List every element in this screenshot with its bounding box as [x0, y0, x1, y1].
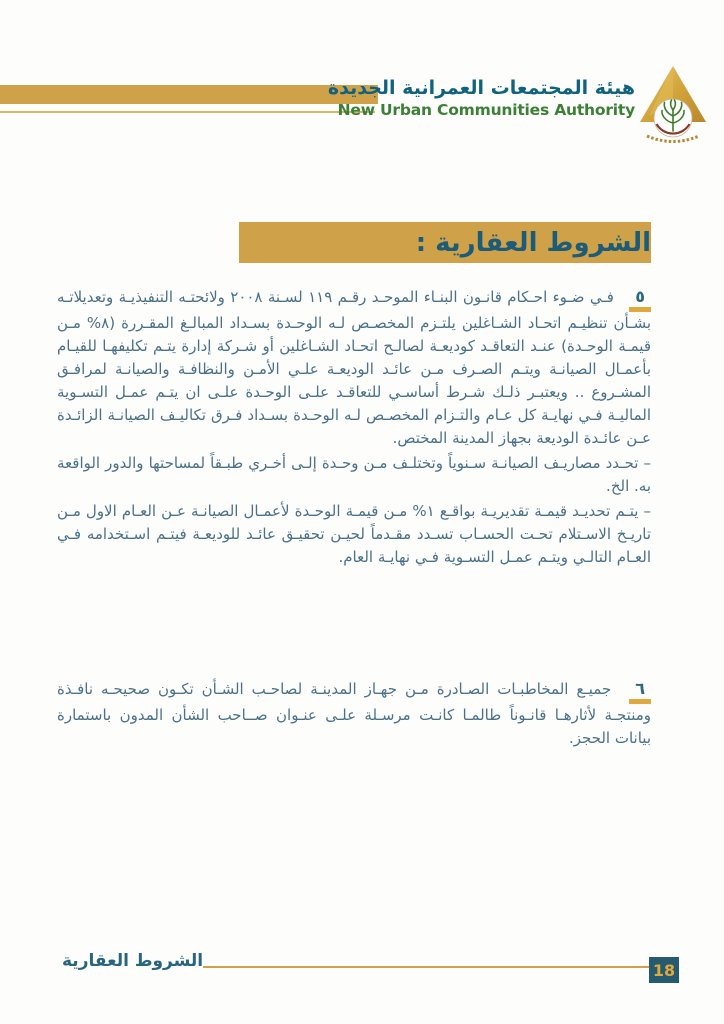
item-6-paragraph	[57, 678, 651, 750]
header-gold-line	[0, 111, 375, 113]
item-5-paragraph	[57, 286, 651, 450]
org-name-english: New Urban Communities Authority	[337, 100, 635, 119]
item-5-sub-bullet-1: – تحـدد مصاريـف الصيانـة سـنوياً وتختلـف مـن وحـدة إلـى أخـري طبـقاً لمساحتها والدور الواقعة به. الخ.	[57, 454, 651, 495]
list-item-6	[57, 678, 651, 752]
footer-gold-rule	[203, 966, 651, 968]
item-6-text: جميـع المخاطبـات الصـادرة مـن جهـاز المدينـة لصاحـب الشـأن تكـون صحيحـه نافـذة ومنتجـة لأثارهـا قانـوناً طالمـا كانـت مرسـلة علـى عنـوان صــاحب الشأن المدون باستمارة بيانات الحجز.	[57, 680, 651, 747]
header-gold-bar	[0, 85, 378, 104]
org-names	[328, 78, 635, 120]
item-5-text: فـي ضـوء احـكام قانـون البنـاء الموحـد رقـم ١١٩ لسـنة ٢٠٠٨ ولائحتـه التنفيذيـة وتعديلاتـه بشـأن تنظيـم اتحـاد الشـاغلين يلتـزم المخصـص لـه الوحـدة بسـداد المبالـغ المقـررة (٨% مـن قيمـة الوحـدة) عنـد التعاقـد كوديعـة لصالـح اتحـاد الشـاغلين أو شـركة إدارة يتـم تكليفهـا للقيـام بأعمـال الصيانـة ويتـم الصـرف مـن عائـد الوديعـة علـي الأمـن والنظافـة والصيانـة لمرافـق المشـروع .. ويعتبـر ذلـك شـرط أساسـي للتعاقـد علـى الوحـدة علـى ان يتـم عمـل التسـوية الماليـة فـي نهايـة كل عـام والتـزام المخصـص لـه الوحـدة بسـداد فـرق تكاليـف الصيانـة الزائـدة عـن عائـدة الوديعة بجهاز المدينة المختص.	[57, 288, 651, 447]
item-5-number: ٥	[629, 289, 651, 312]
org-name-arabic: هيئة المجتمعات العمرانية الجديدة	[327, 77, 635, 99]
section-title: الشروط العقارية :	[415, 227, 651, 258]
item-6-number: ٦	[629, 681, 651, 704]
item-5-sub-bullet-2: – يتـم تحديـد قيمـة تقديريـة بواقـع ١% مـن قيمـة الوحـدة لأعمـال الصيانـة عـن العـام الاول مـن تاريـخ الاسـتلام تحـت الحسـاب تسـدد مقـدماً لحيـن تحقيـق عائـد للوديعـة فيتـم اسـتخدامه فـي العـام التالـي ويتـم عمـل التسـوية فـي نهايـة العام.	[57, 502, 651, 566]
nuca-logo-icon	[637, 64, 709, 150]
list-item-5	[57, 286, 651, 571]
section-title-bar	[239, 222, 651, 263]
footer-section-label: الشروط العقارية	[62, 951, 204, 971]
page-number-badge: 18	[649, 957, 679, 983]
